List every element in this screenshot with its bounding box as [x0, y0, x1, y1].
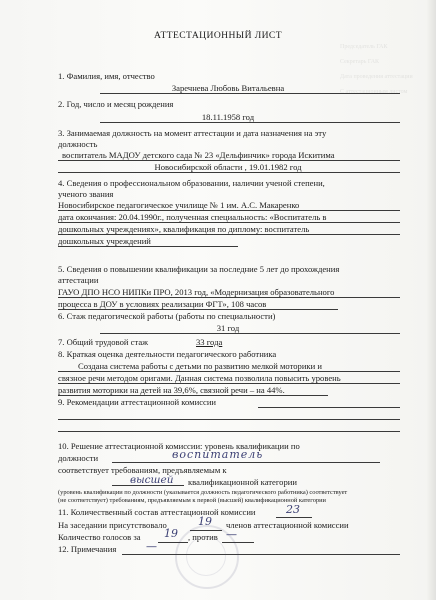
field-4-label-1: 4. Сведения о профессиональном образовании, наличии ученой степени, — [58, 178, 325, 188]
ghost-line: Председатель ГАК — [340, 44, 388, 50]
field-7-label: 7. Общий трудовой стаж — [58, 337, 149, 347]
field-4-value-2: дата окончания: 20.04.1990г., полученная специальность: «Воспитатель в — [58, 212, 327, 222]
field-5-label-1: 5. Сведения о повышении квалификации за последние 5 лет до прохождения — [58, 264, 340, 274]
field-10-label-1: 10. Решение аттестационной комиссии: уровень квалификации по — [58, 441, 300, 451]
field-7-value: 33 года — [196, 337, 223, 347]
field-6-underline — [100, 333, 400, 334]
field-9-underline-1 — [58, 419, 400, 420]
handwritten-category: высшей — [130, 474, 174, 486]
ghost-line: С аттестационным листом — [340, 89, 408, 95]
field-5-underline-2 — [58, 309, 338, 310]
field-5-underline-1 — [58, 297, 400, 298]
field-4-underline-3 — [58, 234, 400, 235]
field-4-value-1: Новосибирское педагогическое училище № 1 им. А.С. Макаренко — [58, 200, 300, 210]
field-10-note-2: (не соответствует) требованиям, предъявляемым к первой (высшей) квалификационной категории — [58, 497, 326, 504]
field-8-value-2: связное речи методом оригами. Данная система позволила повысить уровень — [58, 373, 341, 383]
field-4-underline-1 — [58, 210, 400, 211]
field-2-value: 18.11.1958 год — [201, 112, 255, 122]
field-10-underline-position — [112, 462, 380, 463]
field-12-label: 12. Примечания — [58, 544, 117, 554]
field-12-underline — [122, 554, 400, 555]
votes-against-label: , против — [188, 532, 218, 542]
field-1-underline — [100, 93, 400, 94]
field-6-label: 6. Стаж педагогической работы (работы по специальности) — [58, 311, 276, 321]
field-8-value-3: развития моторики на детей на 39,6%, связной речи – на 44%. — [58, 385, 285, 395]
field-9-underline-2 — [58, 431, 400, 432]
handwritten-notes: — — [146, 540, 157, 553]
votes-label: Количество голосов за — [58, 532, 141, 542]
field-4-underline-2 — [58, 222, 400, 223]
handwritten-votes-against: — — [226, 528, 237, 541]
field-1-label: 1. Фамилия, имя, отчество — [58, 71, 155, 81]
field-2-label: 2. Год, число и месяц рождения — [58, 99, 174, 109]
field-8-underline-2 — [58, 383, 400, 384]
field-3-value-2: Новосибирской области , 19.01.1982 год — [154, 162, 302, 172]
field-8-underline-3 — [58, 395, 328, 396]
faint-stamp-inner — [186, 536, 226, 576]
field-11-label: 11. Количественный состав аттестационной комиссии — [58, 507, 256, 517]
field-11-underline — [276, 517, 312, 518]
field-8-value-1: Создана система работы с детьми по развитию мелкой моторики и — [78, 361, 322, 371]
document-title: АТТЕСТАЦИОННЫЙ ЛИСТ — [153, 30, 282, 41]
field-5-label-2: аттестации — [58, 275, 99, 285]
field-8-label: 8. Краткая оценка деятельности педагогического работника — [58, 349, 277, 359]
field-4-value-4: дошкольных учреждений — [58, 236, 151, 246]
handwritten-position: воспитатель — [172, 448, 264, 461]
field-5-value-1: ГАУО ДПО НСО НИПКи ПРО, 2013 год, «Модернизация образовательного — [58, 287, 335, 297]
field-10-label-3: соответствует требованиям, предъявляемым к — [58, 465, 227, 475]
field-4-underline-4 — [58, 246, 238, 247]
present-label: На заседании присутствовало — [58, 520, 167, 530]
field-9-label: 9. Рекомендации аттестационной комиссии — [58, 397, 217, 407]
present-label-right: членов аттестационной комиссии — [226, 520, 349, 530]
field-4-label-2: ученого звания — [58, 189, 114, 199]
field-5-value-2: процесса в ДОУ в условиях реализации ФГТ», 108 часов — [58, 299, 267, 309]
field-9-underline-0 — [258, 407, 400, 408]
field-3-underline-2 — [58, 172, 400, 173]
field-10-underline-category — [112, 485, 184, 486]
field-3-value-1: воспитатель МАДОУ детского сада № 23 «Дельфинчик» города Искитима — [62, 150, 335, 160]
field-10-note-1: (уровень квалификации по должности (указывается должность педагогического работника) соответствует — [58, 489, 348, 496]
field-3-label-2: должность — [58, 139, 98, 149]
ghost-line: Дата проведения аттестации — [340, 74, 413, 80]
field-1-value: Заречнева Любовь Витальевна — [171, 83, 285, 93]
field-8-underline-1 — [58, 371, 400, 372]
field-3-underline-1 — [58, 160, 400, 161]
handwritten-commission-size: 23 — [286, 503, 300, 516]
handwritten-votes-for: 19 — [164, 527, 178, 540]
field-2-underline — [100, 122, 400, 123]
field-10-label-2: должности — [58, 453, 99, 463]
handwritten-present: 19 — [198, 515, 212, 528]
field-6-value: 31 год — [216, 323, 240, 333]
field-10-label-4: квалификационной категории — [188, 477, 297, 487]
ghost-line: Секретарь ГАК — [340, 59, 380, 65]
page-fold-shadow — [426, 0, 436, 600]
field-3-label-1: 3. Занимаемая должность на момент аттестации и дата назначения на эту — [58, 128, 327, 138]
field-4-value-3: дошкольных учреждениях», квалификация по диплому: воспитатель — [58, 224, 310, 234]
